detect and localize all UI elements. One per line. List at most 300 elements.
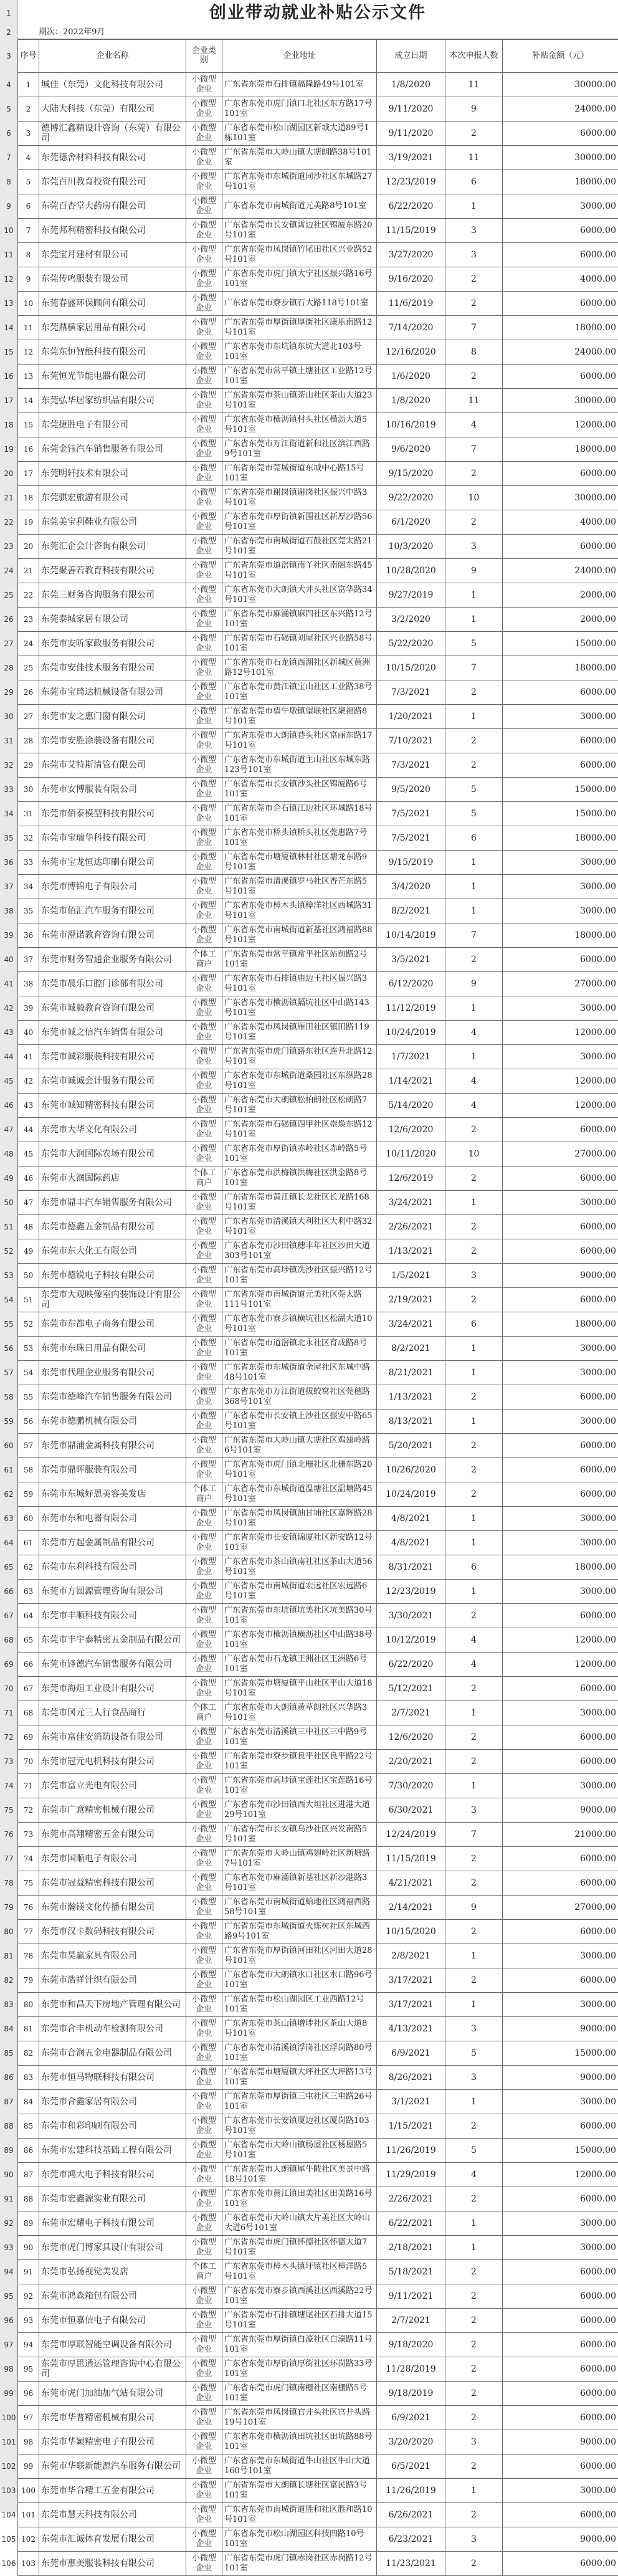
founded-date-cell: 6/5/2021 (377, 2454, 445, 2479)
row-index-cell: 102 (18, 2527, 39, 2552)
company-type-cell: 小微型企业 (186, 1361, 222, 1385)
company-name-cell: 东莞市富佳安消防设备有限公司 (39, 1725, 186, 1750)
table-row (18, 1191, 618, 1215)
row-number: 16 (0, 365, 17, 389)
row-number: 33 (0, 778, 17, 802)
row-number: 10 (0, 219, 17, 243)
applicant-count-cell: 3 (445, 2527, 503, 2552)
table-row (18, 2479, 618, 2503)
row-number: 86 (0, 2066, 17, 2090)
row-index-cell: 15 (18, 413, 39, 437)
company-name-cell: 东莞市德鹏机械有限公司 (39, 1410, 186, 1434)
row-index-cell: 42 (18, 1069, 39, 1094)
company-type-cell: 小微型企业 (186, 2236, 222, 2260)
subsidy-amount-cell: 18000.00 (503, 437, 618, 462)
subsidy-amount-cell: 3000.00 (503, 705, 618, 729)
applicant-count-cell: 4 (445, 413, 503, 437)
subsidy-amount-cell: 6000.00 (503, 1215, 618, 1239)
table-row (18, 2284, 618, 2309)
table-row (18, 753, 618, 778)
table-row (18, 656, 618, 680)
company-type-cell: 小微型企业 (186, 1677, 222, 1701)
founded-date-cell: 6/22/2020 (377, 1653, 445, 1677)
row-number: 74 (0, 1774, 17, 1798)
subsidy-amount-cell: 4000.00 (503, 267, 618, 292)
company-type-cell: 小微型企业 (186, 73, 222, 97)
subsidy-amount-cell: 27000.00 (503, 1896, 618, 1920)
company-name-cell: 东莞市佰泰模型科技有限公司 (39, 802, 186, 826)
founded-date-cell: 10/14/2019 (377, 923, 445, 948)
applicant-count-cell: 7 (445, 923, 503, 948)
company-name-cell: 东莞市东都电子商务有限公司 (39, 1312, 186, 1337)
applicant-count-cell: 6 (445, 826, 503, 851)
table-row (18, 1069, 618, 1094)
company-type-cell: 小微型企业 (186, 2041, 222, 2066)
founded-date-cell: 11/26/2019 (377, 2479, 445, 2503)
founded-date-cell: 1/20/2021 (377, 705, 445, 729)
applicant-count-cell: 2 (445, 948, 503, 972)
company-address-cell: 广东省东莞市莞城街道东城中心路15号101室 (222, 462, 377, 486)
table-row (18, 2163, 618, 2187)
company-address-cell: 广东省东莞市东城街道火炼树社区东城西路9号101室 (222, 1920, 377, 1944)
company-address-cell: 广东省东莞市大朗镇松柏朗社区松朗路7号101室 (222, 1094, 377, 1118)
applicant-count-cell: 4 (445, 1069, 503, 1094)
company-address-cell: 广东省东莞市南城街道元美社区莞太路111号101室 (222, 1288, 377, 1312)
founded-date-cell: 7/3/2021 (377, 753, 445, 778)
company-type-cell: 小微型企业 (186, 1653, 222, 1677)
row-number: 93 (0, 2236, 17, 2260)
table-row (18, 170, 618, 194)
applicant-count-cell: 1 (445, 583, 503, 608)
company-name-cell: 东莞市大润国际药店 (39, 1166, 186, 1191)
company-name-cell: 东莞明轩技术有限公司 (39, 462, 186, 486)
company-type-cell: 小微型企业 (186, 875, 222, 899)
company-name-cell: 东莞春盛环保顾问有限公司 (39, 292, 186, 316)
company-type-cell: 小微型企业 (186, 2139, 222, 2163)
company-name-cell: 东莞市晨乐口腔门诊部有限公司 (39, 972, 186, 996)
table-row (18, 413, 618, 437)
applicant-count-cell: 1 (445, 1531, 503, 1555)
founded-date-cell: 12/23/2019 (377, 170, 445, 194)
table-row (18, 2503, 618, 2527)
subsidy-amount-cell: 3000.00 (503, 2211, 618, 2236)
applicant-count-cell: 11 (445, 389, 503, 413)
row-index-cell: 75 (18, 1871, 39, 1896)
row-number: 17 (0, 389, 17, 413)
row-index-cell: 71 (18, 1774, 39, 1798)
table-row (18, 2187, 618, 2211)
company-address-cell: 广东省东莞市东坑镇东坑大道北103号101室 (222, 340, 377, 365)
row-index-cell: 78 (18, 1944, 39, 1968)
applicant-count-cell: 2 (445, 2357, 503, 2382)
company-name-cell: 东莞市大观映像室内装饰设计有限公司 (39, 1288, 186, 1312)
company-address-cell: 广东省东莞市虎门镇路东社区连升北路12号101室 (222, 1045, 377, 1069)
row-number: 1 (0, 0, 17, 26)
table-row (18, 510, 618, 535)
applicant-count-cell: 2 (445, 510, 503, 535)
table-row (18, 1555, 618, 1580)
subsidy-amount-cell: 24000.00 (503, 97, 618, 122)
company-address-cell: 广东省东莞市东坑镇坑美社区坑美路30号101室 (222, 1604, 377, 1628)
row-number: 50 (0, 1191, 17, 1215)
founded-date-cell: 11/23/2021 (377, 2552, 445, 2576)
company-name-cell: 东莞市丰顺科技有限公司 (39, 1604, 186, 1628)
subsidy-amount-cell: 6000.00 (503, 2503, 618, 2527)
applicant-count-cell: 4 (445, 1628, 503, 1653)
row-index-cell: 24 (18, 632, 39, 656)
founded-date-cell: 9/11/2021 (377, 2284, 445, 2309)
row-index-cell: 103 (18, 2552, 39, 2576)
company-type-cell: 小微型企业 (186, 243, 222, 267)
company-type-cell: 小微型企业 (186, 851, 222, 875)
applicant-count-cell: 1 (445, 1774, 503, 1798)
company-type-cell: 小微型企业 (186, 1118, 222, 1142)
row-index-cell: 45 (18, 1142, 39, 1166)
applicant-count-cell: 2 (445, 267, 503, 292)
founded-date-cell: 11/29/2019 (377, 2163, 445, 2187)
company-address-cell: 广东省东莞市茶山镇增埗社区茶山大道8号101室 (222, 2017, 377, 2041)
subsidy-amount-cell: 6000.00 (503, 1968, 618, 1993)
row-index-cell: 86 (18, 2139, 39, 2163)
company-name-cell: 东莞市东珠日用品有限公司 (39, 1337, 186, 1361)
row-number: 30 (0, 705, 17, 729)
row-number: 42 (0, 996, 17, 1021)
company-address-cell: 广东省东莞市虎门镇北栅社区北栅东路20号101室 (222, 1458, 377, 1482)
subsidy-amount-cell: 3000.00 (503, 1410, 618, 1434)
company-type-cell: 小微型企业 (186, 219, 222, 243)
subsidy-amount-cell: 6000.00 (503, 1434, 618, 1458)
row-number: 5 (0, 97, 17, 122)
subsidy-amount-cell: 15000.00 (503, 2139, 618, 2163)
table-row (18, 972, 618, 996)
subsidy-amount-cell: 6000.00 (503, 2552, 618, 2576)
company-type-cell: 小微型企业 (186, 729, 222, 753)
company-type-cell: 小微型企业 (186, 1555, 222, 1580)
row-index-cell: 43 (18, 1094, 39, 1118)
company-type-cell: 小微型企业 (186, 462, 222, 486)
applicant-count-cell: 4 (445, 1094, 503, 1118)
company-address-cell: 广东省东莞市企石镇江边社区环城路18号101室 (222, 802, 377, 826)
applicant-count-cell: 5 (445, 2139, 503, 2163)
subsidy-amount-cell: 6000.00 (503, 1239, 618, 1264)
founded-date-cell: 12/6/2019 (377, 1166, 445, 1191)
applicant-count-cell: 2 (445, 462, 503, 486)
company-address-cell: 广东省东莞市石排镇塘尾社区石排大道15号101室 (222, 2309, 377, 2333)
company-name-cell: 东莞市诚诚会计服务有限公司 (39, 1069, 186, 1094)
applicant-count-cell: 2 (445, 1118, 503, 1142)
company-address-cell: 广东省东莞市南城街道宏远社区宏远路6号101室 (222, 1580, 377, 1604)
company-address-cell: 广东省东莞市茶山镇茶山社区茶山大道23号101室 (222, 389, 377, 413)
company-name-cell: 大陆大科技（东莞）有限公司 (39, 97, 186, 122)
applicant-count-cell: 2 (445, 680, 503, 705)
row-number: 57 (0, 1361, 17, 1385)
company-name-cell: 东莞市厚思通运管理咨询中心有限公司 (39, 2357, 186, 2382)
company-address-cell: 广东省东莞市寮步镇石大路118号101室 (222, 292, 377, 316)
row-index-cell: 51 (18, 1288, 39, 1312)
company-address-cell: 广东省东莞市清溪镇浮岗社区浮岗路80号101室 (222, 2041, 377, 2066)
row-number: 76 (0, 1823, 17, 1847)
row-number: 18 (0, 413, 17, 437)
row-index-cell: 76 (18, 1896, 39, 1920)
company-type-cell: 小微型企业 (186, 2357, 222, 2382)
applicant-count-cell: 1 (445, 996, 503, 1021)
table-row (18, 486, 618, 510)
table-row (18, 778, 618, 802)
header-founded-date: 成立日期 (377, 40, 445, 73)
company-name-cell: 东莞市惠美服装科技有限公司 (39, 2552, 186, 2576)
company-address-cell: 广东省东莞市寮步镇西溪社区西溪路22号101室 (222, 2284, 377, 2309)
row-number: 94 (0, 2260, 17, 2284)
company-name-cell: 东莞恒光节能电器有限公司 (39, 365, 186, 389)
founded-date-cell: 1/8/2020 (377, 389, 445, 413)
founded-date-cell: 9/18/2020 (377, 2333, 445, 2357)
subsidy-amount-cell: 3000.00 (503, 1580, 618, 1604)
company-name-cell: 东莞市大华文化有限公司 (39, 1118, 186, 1142)
company-address-cell: 广东省东莞市南城街道石鼓社区莞太路21号101室 (222, 535, 377, 559)
subsidy-amount-cell: 12000.00 (503, 1094, 618, 1118)
subsidy-amount-cell: 24000.00 (503, 559, 618, 583)
row-index-cell: 22 (18, 583, 39, 608)
founded-date-cell: 1/7/2021 (377, 1045, 445, 1069)
company-address-cell: 广东省东莞市桥头镇桥头社区莞惠路7号101室 (222, 826, 377, 851)
company-address-cell: 广东省东莞市凤岗镇官井头社区官井头路19号101室 (222, 2406, 377, 2430)
company-address-cell: 广东省东莞市虎门镇怀德社区怀德大道7号101室 (222, 2236, 377, 2260)
applicant-count-cell: 1 (445, 1507, 503, 1531)
applicant-count-cell: 1 (445, 875, 503, 899)
subsidy-amount-cell: 6000.00 (503, 2454, 618, 2479)
company-address-cell: 广东省东莞市东城街道同沙社区东城路27号101室 (222, 170, 377, 194)
table-row (18, 1701, 618, 1725)
row-number: 43 (0, 1021, 17, 1045)
applicant-count-cell: 7 (445, 656, 503, 680)
row-number: 29 (0, 680, 17, 705)
subsidy-amount-cell: 6000.00 (503, 1871, 618, 1896)
company-type-cell: 小微型企业 (186, 2479, 222, 2503)
table-row (18, 1434, 618, 1458)
applicant-count-cell: 1 (445, 1361, 503, 1385)
row-number: 72 (0, 1725, 17, 1750)
subsidy-amount-cell: 9000.00 (503, 1264, 618, 1288)
applicant-count-cell: 1 (445, 1944, 503, 1968)
row-index-cell: 93 (18, 2309, 39, 2333)
subsidy-amount-cell: 9000.00 (503, 1798, 618, 1823)
subsidy-amount-cell: 15000.00 (503, 632, 618, 656)
row-index-cell: 64 (18, 1604, 39, 1628)
founded-date-cell: 7/14/2020 (377, 316, 445, 340)
company-address-cell: 广东省东莞市长安镇沙头社区锦厦路6号101室 (222, 778, 377, 802)
row-index-cell: 18 (18, 486, 39, 510)
row-number: 37 (0, 875, 17, 899)
subsidy-amount-cell: 3000.00 (503, 1337, 618, 1361)
founded-date-cell: 6/26/2021 (377, 2503, 445, 2527)
founded-date-cell: 6/22/2021 (377, 2211, 445, 2236)
row-index-cell: 21 (18, 559, 39, 583)
company-type-cell: 小微型企业 (186, 122, 222, 146)
subsidy-amount-cell: 6000.00 (503, 2333, 618, 2357)
row-number: 55 (0, 1312, 17, 1337)
table-row (18, 2066, 618, 2090)
subsidy-amount-cell: 6000.00 (503, 1385, 618, 1410)
applicant-count-cell: 1 (445, 1337, 503, 1361)
company-type-cell: 小微型企业 (186, 2187, 222, 2211)
founded-date-cell: 3/19/2021 (377, 146, 445, 170)
founded-date-cell: 10/3/2020 (377, 535, 445, 559)
row-index-cell: 92 (18, 2284, 39, 2309)
company-name-cell: 东莞市华联新能源汽车服务有限公司 (39, 2454, 186, 2479)
subsidy-amount-cell: 3000.00 (503, 194, 618, 219)
company-address-cell: 广东省东莞市横沥镇横沥社区中山路38号101室 (222, 1628, 377, 1653)
founded-date-cell: 11/26/2019 (377, 2139, 445, 2163)
company-type-cell: 小微型企业 (186, 1507, 222, 1531)
company-type-cell: 小微型企业 (186, 2017, 222, 2041)
founded-date-cell: 8/26/2021 (377, 2066, 445, 2090)
company-address-cell: 广东省东莞市沙田镇穗丰年社区沙田大道303号101室 (222, 1239, 377, 1264)
row-index-cell: 49 (18, 1239, 39, 1264)
applicant-count-cell: 1 (445, 1993, 503, 2017)
applicant-count-cell: 2 (445, 2260, 503, 2284)
subsidy-amount-cell: 6000.00 (503, 462, 618, 486)
row-index-cell: 65 (18, 1628, 39, 1653)
row-index-cell: 33 (18, 851, 39, 875)
company-address-cell: 广东省东莞市望牛墩镇望联社区聚福路8号101室 (222, 705, 377, 729)
row-index-cell: 83 (18, 2066, 39, 2090)
row-number: 41 (0, 972, 17, 996)
table-row (18, 1871, 618, 1896)
row-index-cell: 100 (18, 2479, 39, 2503)
founded-date-cell: 2/20/2021 (377, 1750, 445, 1774)
table-row (18, 2527, 618, 2552)
founded-date-cell: 8/13/2021 (377, 1410, 445, 1434)
founded-date-cell: 3/24/2021 (377, 1191, 445, 1215)
founded-date-cell: 4/8/2021 (377, 1507, 445, 1531)
subsidy-amount-cell: 15000.00 (503, 802, 618, 826)
table-row (18, 1725, 618, 1750)
table-row (18, 2139, 618, 2163)
row-number: 34 (0, 802, 17, 826)
company-type-cell: 小微型企业 (186, 292, 222, 316)
table-row (18, 2309, 618, 2333)
company-name-cell: 东莞市安佳技术服务有限公司 (39, 656, 186, 680)
row-number: 78 (0, 1871, 17, 1896)
company-name-cell: 东莞市东利科技有限公司 (39, 1555, 186, 1580)
table-row (18, 267, 618, 292)
row-index-cell: 13 (18, 365, 39, 389)
founded-date-cell: 9/27/2019 (377, 583, 445, 608)
row-index-cell: 74 (18, 1847, 39, 1871)
company-name-cell: 东莞百川教育投资有限公司 (39, 170, 186, 194)
company-name-cell: 东莞市冠元电机科技有限公司 (39, 1750, 186, 1774)
founded-date-cell: 10/28/2020 (377, 559, 445, 583)
table-row (18, 243, 618, 267)
applicant-count-cell: 1 (445, 851, 503, 875)
subsidy-amount-cell: 6000.00 (503, 1677, 618, 1701)
row-index-cell: 48 (18, 1215, 39, 1239)
company-address-cell: 广东省东莞市东城街道温塘社区温塘路45号101室 (222, 1482, 377, 1507)
company-address-cell: 广东省东莞市茶山镇南社社区茶山大道56号101室 (222, 1555, 377, 1580)
subsidy-amount-cell: 6000.00 (503, 753, 618, 778)
row-number: 84 (0, 2017, 17, 2041)
founded-date-cell: 5/14/2020 (377, 1094, 445, 1118)
row-index-cell: 84 (18, 2090, 39, 2114)
subsidy-amount-cell: 6000.00 (503, 2406, 618, 2430)
company-type-cell: 小微型企业 (186, 1191, 222, 1215)
founded-date-cell: 10/24/2019 (377, 1021, 445, 1045)
header-subsidy-amount: 补贴金额（元） (503, 40, 618, 73)
row-index-cell: 91 (18, 2260, 39, 2284)
subsidy-amount-cell: 6000.00 (503, 2187, 618, 2211)
row-number: 99 (0, 2382, 17, 2406)
document-area (17, 0, 618, 2576)
subsidy-amount-cell: 6000.00 (503, 365, 618, 389)
row-index-cell: 69 (18, 1725, 39, 1750)
row-index-cell: 99 (18, 2454, 39, 2479)
company-type-cell: 小微型企业 (186, 1094, 222, 1118)
applicant-count-cell: 1 (445, 2236, 503, 2260)
row-index-cell: 2 (18, 97, 39, 122)
founded-date-cell: 6/12/2020 (377, 972, 445, 996)
company-type-cell: 小微型企业 (186, 1021, 222, 1045)
table-row (18, 535, 618, 559)
table-row (18, 389, 618, 413)
row-number: 12 (0, 267, 17, 292)
company-address-cell: 广东省东莞市东城街道余屋社区东城中路48号101室 (222, 1361, 377, 1385)
applicant-count-cell: 6 (445, 170, 503, 194)
company-name-cell: 东莞市恒嘉信电子有限公司 (39, 2309, 186, 2333)
founded-date-cell: 9/11/2020 (377, 122, 445, 146)
subsidy-amount-cell: 3000.00 (503, 2479, 618, 2503)
company-address-cell: 广东省东莞市樟木头镇樟洋社区西城路31号101室 (222, 899, 377, 923)
row-number: 66 (0, 1580, 17, 1604)
company-address-cell: 广东省东莞市黄江镇长龙社区长龙路168号101室 (222, 1191, 377, 1215)
company-type-cell: 个体工商户 (186, 1166, 222, 1191)
company-name-cell: 东莞市安之惠门窗有限公司 (39, 705, 186, 729)
applicant-count-cell: 5 (445, 778, 503, 802)
row-index-cell: 46 (18, 1166, 39, 1191)
applicant-count-cell: 1 (445, 2211, 503, 2236)
founded-date-cell: 2/26/2021 (377, 2187, 445, 2211)
row-index-cell: 87 (18, 2163, 39, 2187)
founded-date-cell: 10/15/2020 (377, 1920, 445, 1944)
applicant-count-cell: 2 (445, 2406, 503, 2430)
company-type-cell: 小微型企业 (186, 340, 222, 365)
company-name-cell: 东莞市鼎晖服装有限公司 (39, 1458, 186, 1482)
row-number: 96 (0, 2309, 17, 2333)
company-address-cell: 广东省东莞市石碣镇四甲社区崇焕东路12号101室 (222, 1118, 377, 1142)
company-type-cell: 小微型企业 (186, 97, 222, 122)
table-row (18, 1118, 618, 1142)
founded-date-cell: 1/13/2021 (377, 1239, 445, 1264)
row-index-cell: 41 (18, 1045, 39, 1069)
company-type-cell: 小微型企业 (186, 2333, 222, 2357)
subsidy-amount-cell: 6000.00 (503, 243, 618, 267)
subsidy-amount-cell: 6000.00 (503, 2114, 618, 2139)
subsidy-amount-cell: 6000.00 (503, 1604, 618, 1628)
row-index-cell: 17 (18, 462, 39, 486)
row-number: 32 (0, 753, 17, 778)
company-name-cell: 东莞市昊赢家具有限公司 (39, 1944, 186, 1968)
company-address-cell: 广东省东莞市厚街镇厚街社区康乐南路12号101室 (222, 316, 377, 340)
applicant-count-cell: 2 (445, 2309, 503, 2333)
subsidy-amount-cell: 9000.00 (503, 2017, 618, 2041)
company-name-cell: 东莞市鸿大电子科技有限公司 (39, 2163, 186, 2187)
subsidy-amount-cell: 3000.00 (503, 1701, 618, 1725)
row-number: 51 (0, 1215, 17, 1239)
row-index-cell: 26 (18, 680, 39, 705)
company-type-cell: 小微型企业 (186, 1410, 222, 1434)
row-number: 105 (0, 2527, 17, 2552)
table-row (18, 340, 618, 365)
company-type-cell: 小微型企业 (186, 267, 222, 292)
